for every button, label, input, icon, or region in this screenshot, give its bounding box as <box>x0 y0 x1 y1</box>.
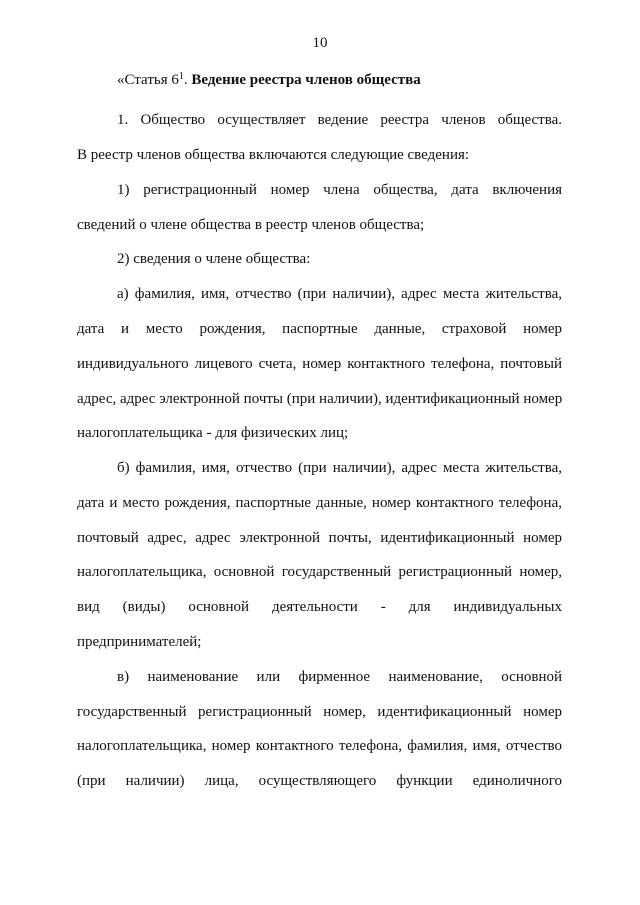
text-line: налогоплательщика - для физических лиц; <box>77 425 349 441</box>
text-line: почтовый адрес, адрес электронной почты, идентификационный номер <box>77 530 562 546</box>
text-line: В реестр членов общества включаются следующие сведения: <box>77 147 470 163</box>
text-line: 1. Общество осуществляет ведение реестра членов общества. <box>117 112 562 128</box>
article-heading-superscript: 1 <box>178 71 184 82</box>
article-heading-title: Ведение реестра членов общества <box>191 72 421 88</box>
text-line: а) фамилия, имя, отчество (при наличии), адрес места жительства, <box>117 286 562 302</box>
text-line: 2) сведения о члене общества: <box>117 251 311 267</box>
page-number: 10 <box>312 35 328 51</box>
text-line: вид (виды) основной деятельности - для индивидуальных <box>77 599 562 615</box>
text-line: адрес, адрес электронной почты (при наличии), идентификационный номер <box>77 391 563 407</box>
text-line: б) фамилия, имя, отчество (при наличии), адрес места жительства, <box>117 460 562 476</box>
article-heading-punct: . <box>183 72 192 88</box>
text-line: индивидуального лицевого счета, номер контактного телефона, почтовый <box>77 356 562 372</box>
article-heading-prefix: «Статья 6 <box>117 72 179 88</box>
text-line: предпринимателей; <box>77 634 202 650</box>
text-line: в) наименование или фирменное наименование, основной <box>117 669 562 685</box>
article-heading <box>117 72 421 89</box>
text-line: (при наличии) лица, осуществляющего функции единоличного <box>77 773 562 789</box>
text-line: 1) регистрационный номер члена общества, дата включения <box>117 182 562 198</box>
text-line: дата и место рождения, паспортные данные, номер контактного телефона, <box>77 495 562 511</box>
text-line: налогоплательщика, основной государственный регистрационный номер, <box>77 564 562 580</box>
text-line: налогоплательщика, номер контактного телефона, фамилия, имя, отчество <box>77 738 562 754</box>
text-line: сведений о члене общества в реестр членов общества; <box>77 217 425 233</box>
text-line: дата и место рождения, паспортные данные, страховой номер <box>77 321 562 337</box>
text-line: государственный регистрационный номер, идентификационный номер <box>77 704 562 720</box>
